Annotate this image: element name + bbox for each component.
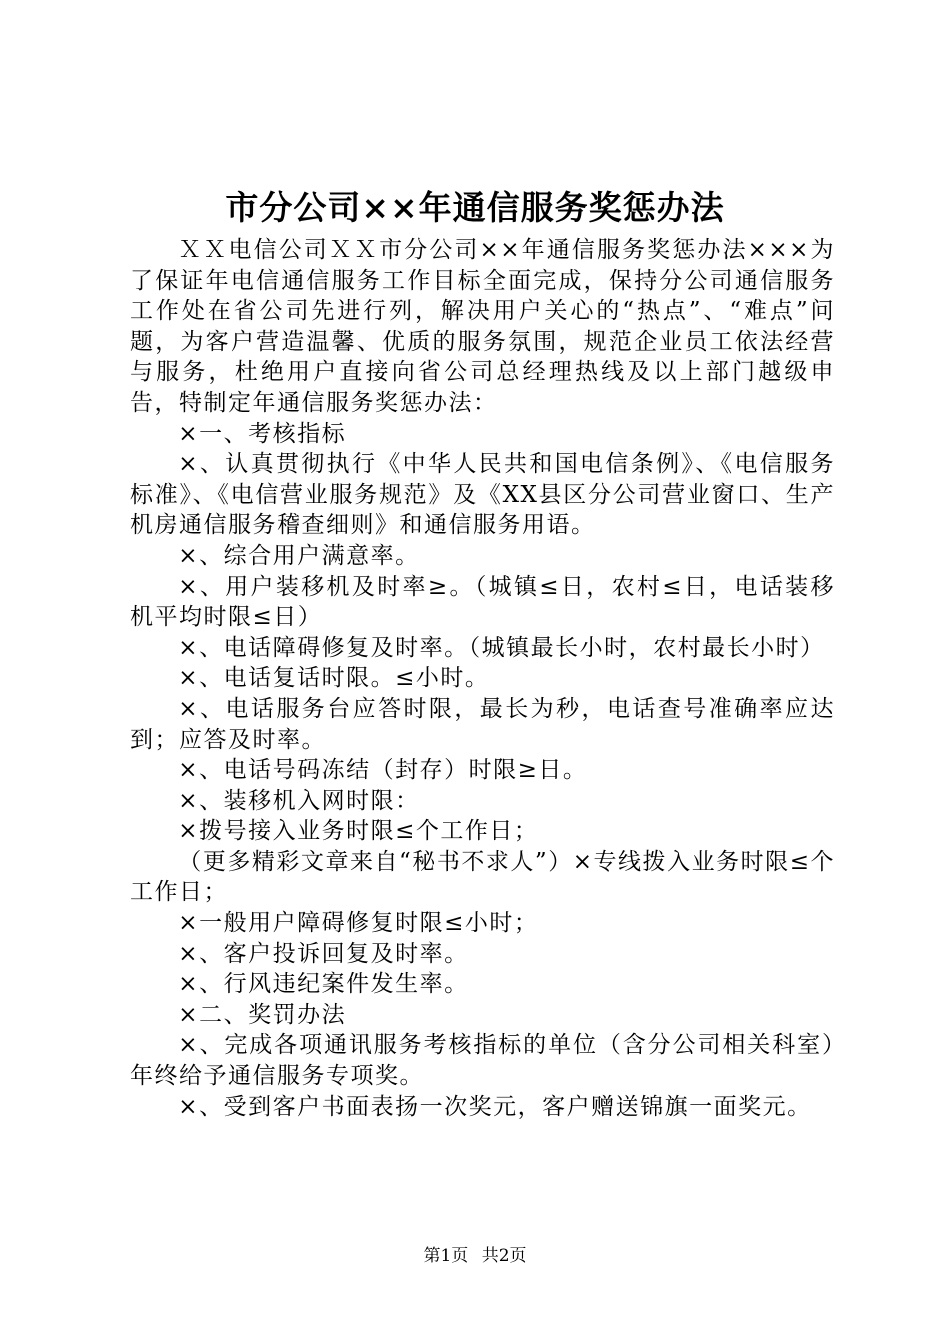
paragraph: ×、装移机入网时限： [178,787,420,814]
paragraph: ×、综合用户满意率。 [178,542,420,569]
paragraph: ×一般用户障碍修复时限≤小时； [178,910,539,937]
paragraph: ×、电话服务台应答时限，最长为秒，电话查号准确率应达到；应答及时率。 [130,695,835,753]
paragraph: （更多精彩文章来自“秘书不求人”）×专线拨入业务时限≤个工作日； [130,848,835,906]
document-body [130,235,835,1122]
paragraph: ×拨号接入业务时限≤个工作日； [178,818,539,845]
paragraph: ×、电话复话时限。≤小时。 [178,665,490,692]
page-number: 第1页 [423,1246,469,1266]
paragraph: ×、电话号码冻结（封存）时限≥日。 [178,757,588,784]
paragraph: ×、客户投诉回复及时率。 [178,940,469,967]
page-footer [0,1244,950,1268]
paragraph: ×二、奖罚办法 [178,1001,347,1028]
paragraph: ×、行风违纪案件发生率。 [178,971,469,998]
paragraph: ×、用户装移机及时率≥。（城镇≤日，农村≤日，电话装移机平均时限≤日） [130,573,835,631]
paragraph: ×、电话障碍修复及时率。（城镇最长小时，农村最长小时） [178,634,825,661]
paragraph: ＸＸ电信公司ＸＸ市分公司××年通信服务奖惩办法×××为了保证年电信通信服务工作目标全面完成，保持分公司通信服务工作处在省公司先进行列，解决用户关心的“热点”、“难点”问题，为客户营造温馨、优质的服务氛围，规范企业员工依法经营与服务，杜绝用户直接向省公司总经理热线及以上部门越级申告，特制定年通信服务奖惩办法： [130,237,835,416]
paragraph: ×、认真贯彻执行《中华人民共和国电信条例》、《电信服务标准》、《电信营业服务规范》及《XX县区分公司营业窗口、生产机房通信服务稽查细则》和通信服务用语。 [130,451,835,539]
page-total: 共2页 [481,1246,527,1266]
paragraph: ×一、考核指标 [178,420,347,447]
paragraph: ×、受到客户书面表扬一次奖元，客户赠送锦旗一面奖元。 [178,1093,812,1120]
document-title: 市分公司××年通信服务奖惩办法 [225,188,725,227]
paragraph: ×、完成各项通讯服务考核指标的单位（含分公司相关科室）年终给予通信服务专项奖。 [130,1032,835,1090]
